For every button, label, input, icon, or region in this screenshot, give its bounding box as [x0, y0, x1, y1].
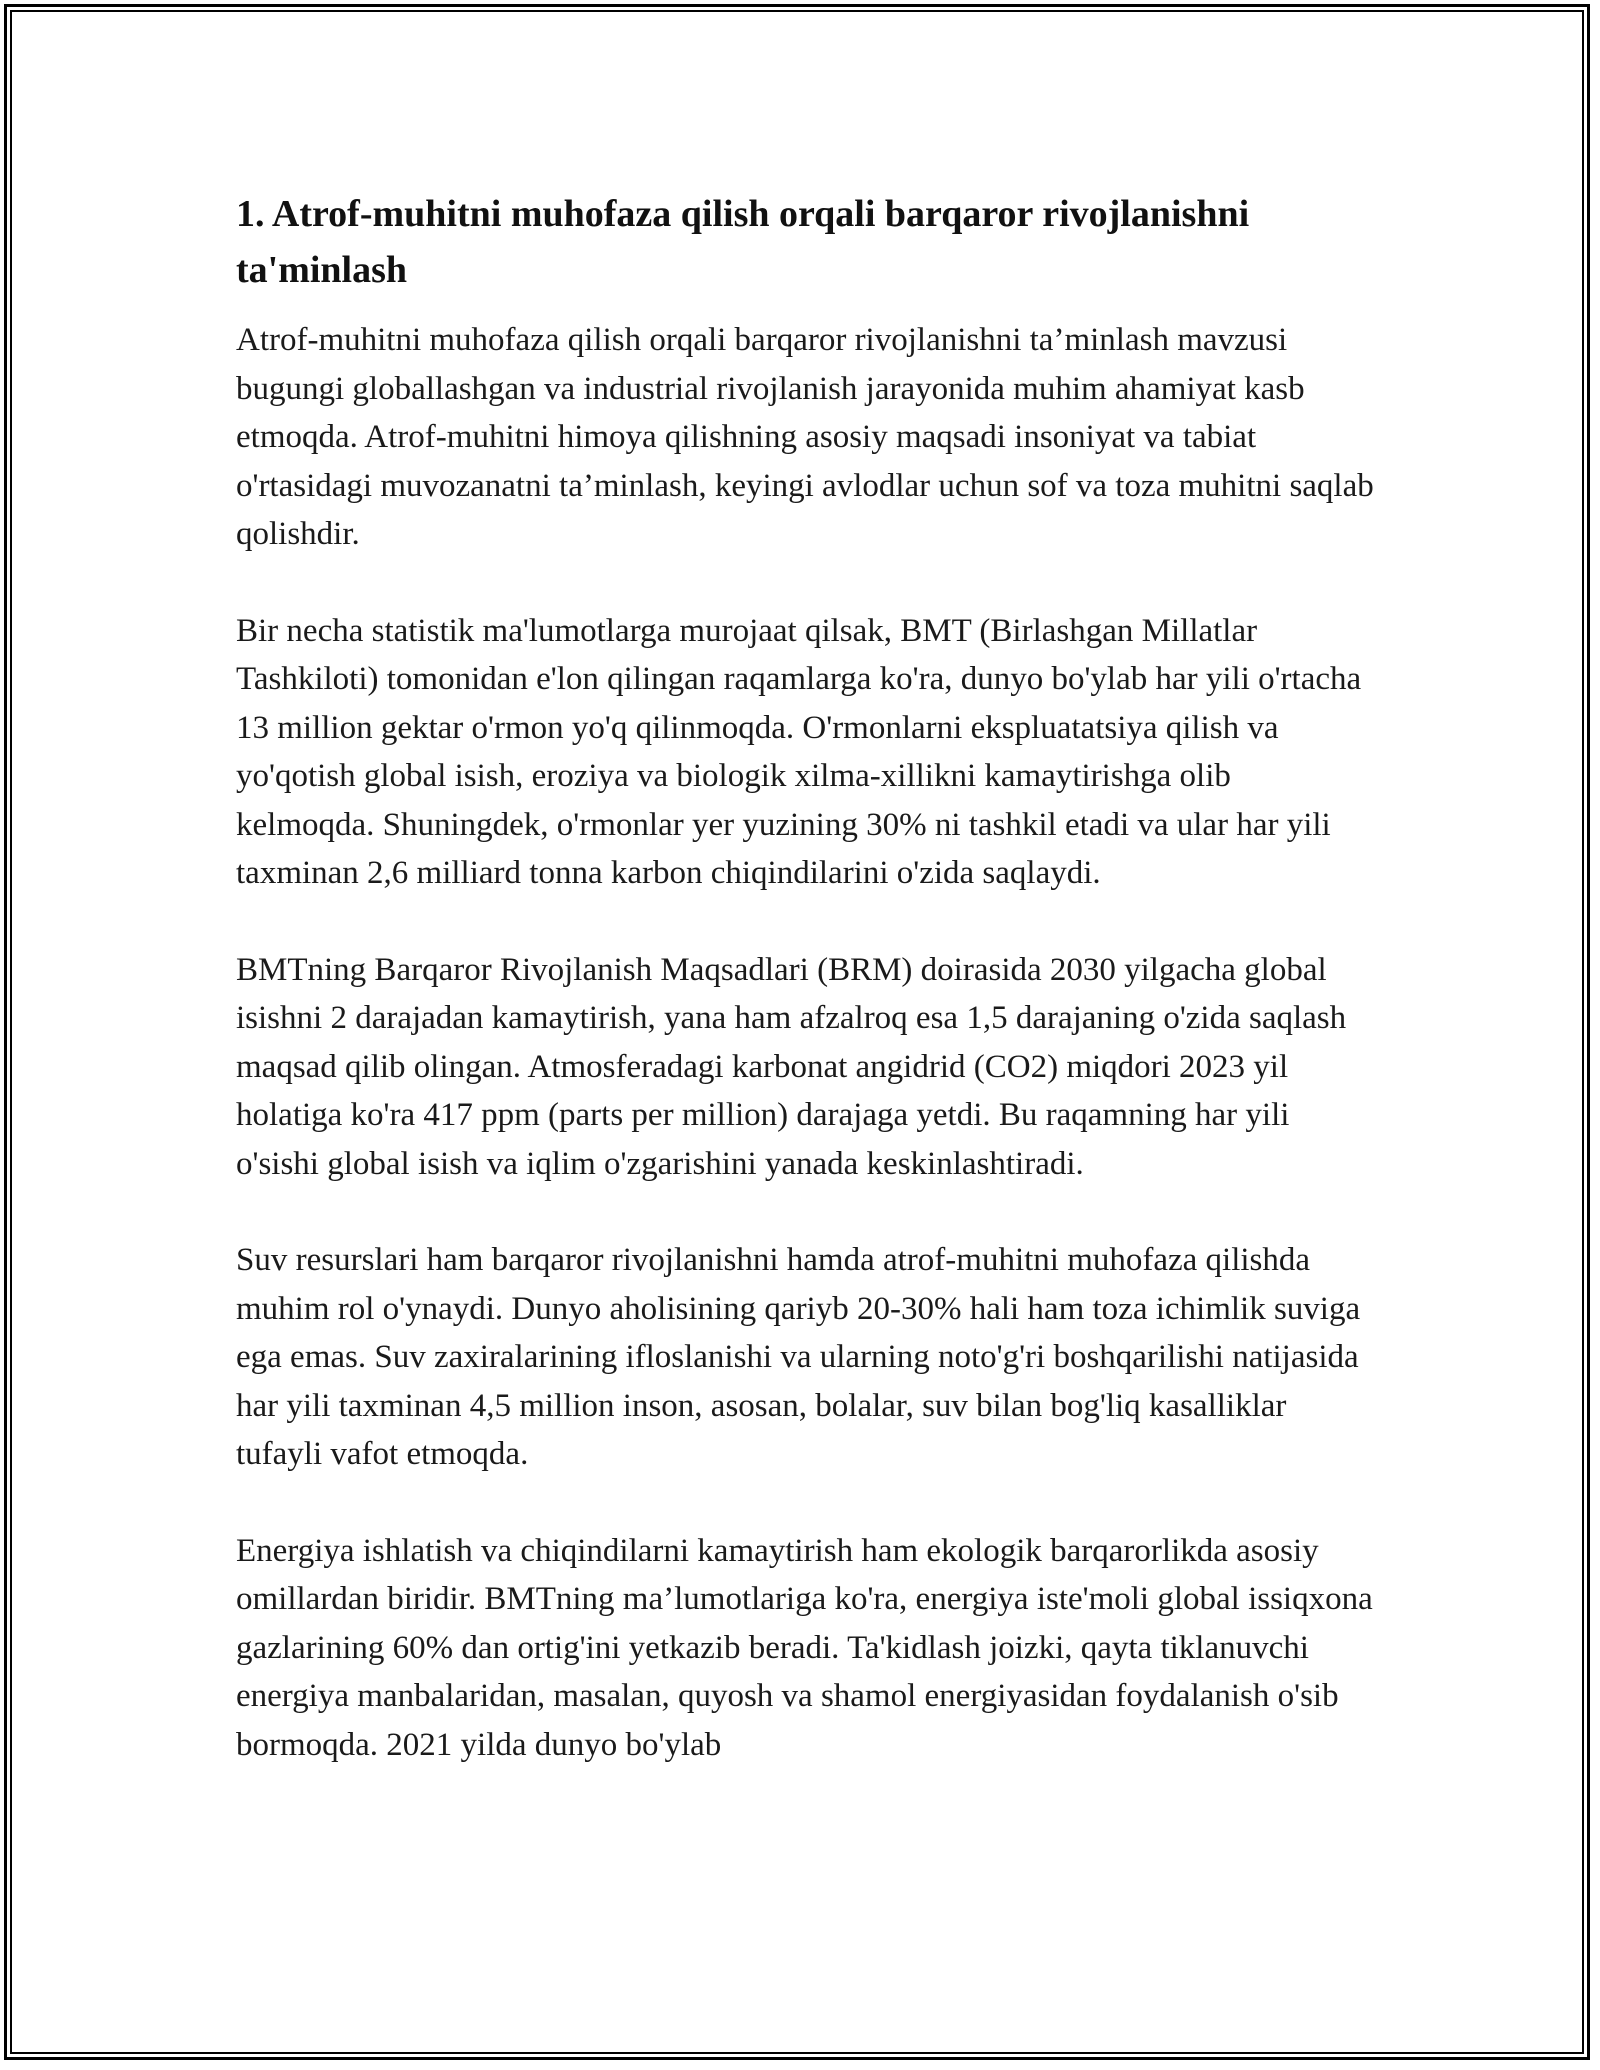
paragraph-water-resources: Suv resurslari ham barqaror rivojlanishni hamda atrof-muhitni muhofaza qilishda muhim rol o'ynaydi. Dunyo aholisining qariyb 20-30% hali ham toza ichimlik suviga ega emas. Suv zaxiralarining ifloslanishi va ularning noto'g'ri boshqarilishi natijasida har yili taxminan 4,5 million inson, asosan, bolalar, suv bilan bog'liq kasalliklar tufayli vafot etmoqda. [236, 1242, 1361, 1472]
paragraph-energy: Energiya ishlatish va chiqindilarni kamaytirish ham ekologik barqarorlikda asosiy omillardan biridir. BMTning ma’lumotlariga ko'ra, energiya iste'moli global issiqxona gazlarining 60% dan ortig'ini yetkazib beradi. Ta'kidlash joizki, qayta tiklanuvchi energiya manbalaridan, masalan, quyosh va shamol energiyasidan foydalanish o'sib bormoqda. 2021 yilda dunyo bo'ylab [236, 1532, 1373, 1763]
paragraph-climate-goals: BMTning Barqaror Rivojlanish Maqsadlari (BRM) doirasida 2030 yilgacha global isishni 2 darajadan kamaytirish, yana ham afzalroq esa 1,5 darajaning o'zida saqlash maqsad qilib olingan. Atmosferadagi karbonat angidrid (CO2) miqdori 2023 yil holatiga ko'ra 417 ppm (parts per million) darajaga yetdi. Bu raqamning har yili o'sishi global isish va iqlim o'zgarishini yanada keskinlashtiradi. [236, 951, 1347, 1182]
document-body [236, 186, 1376, 1817]
section-heading: 1. Atrof-muhitni muhofaza qilish orqali barqaror rivojlanishni ta'minlash [236, 193, 1250, 291]
paragraph-forests: Bir necha statistik ma'lumotlarga murojaat qilsak, BMT (Birlashgan Millatlar Tashkiloti) tomonidan e'lon qilingan raqamlarga ko'ra, dunyo bo'ylab har yili o'rtacha 13 million gektar o'rmon yo'q qilinmoqda. O'rmonlarni ekspluatatsiya qilish va yo'qotish global isish, eroziya va biologik xilma-xillikni kamaytirishga olib kelmoqda. Shuningdek, o'rmonlar yer yuzining 30% ni tashkil etadi va ular har yili taxminan 2,6 milliard tonna karbon chiqindilarini o'zida saqlaydi. [236, 612, 1362, 891]
paragraph-intro: Atrof-muhitni muhofaza qilish orqali barqaror rivojlanishni ta’minlash mavzusi bugungi globallashgan va industrial rivojlanish jarayonida muhim ahamiyat kasb etmoqda. Atrof-muhitni himoya qilishning asosiy maqsadi insoniyat va tabiat o'rtasidagi muvozanatni ta’minlash, keyingi avlodlar uchun sof va toza muhitni saqlab qolishdir. [236, 322, 1374, 552]
